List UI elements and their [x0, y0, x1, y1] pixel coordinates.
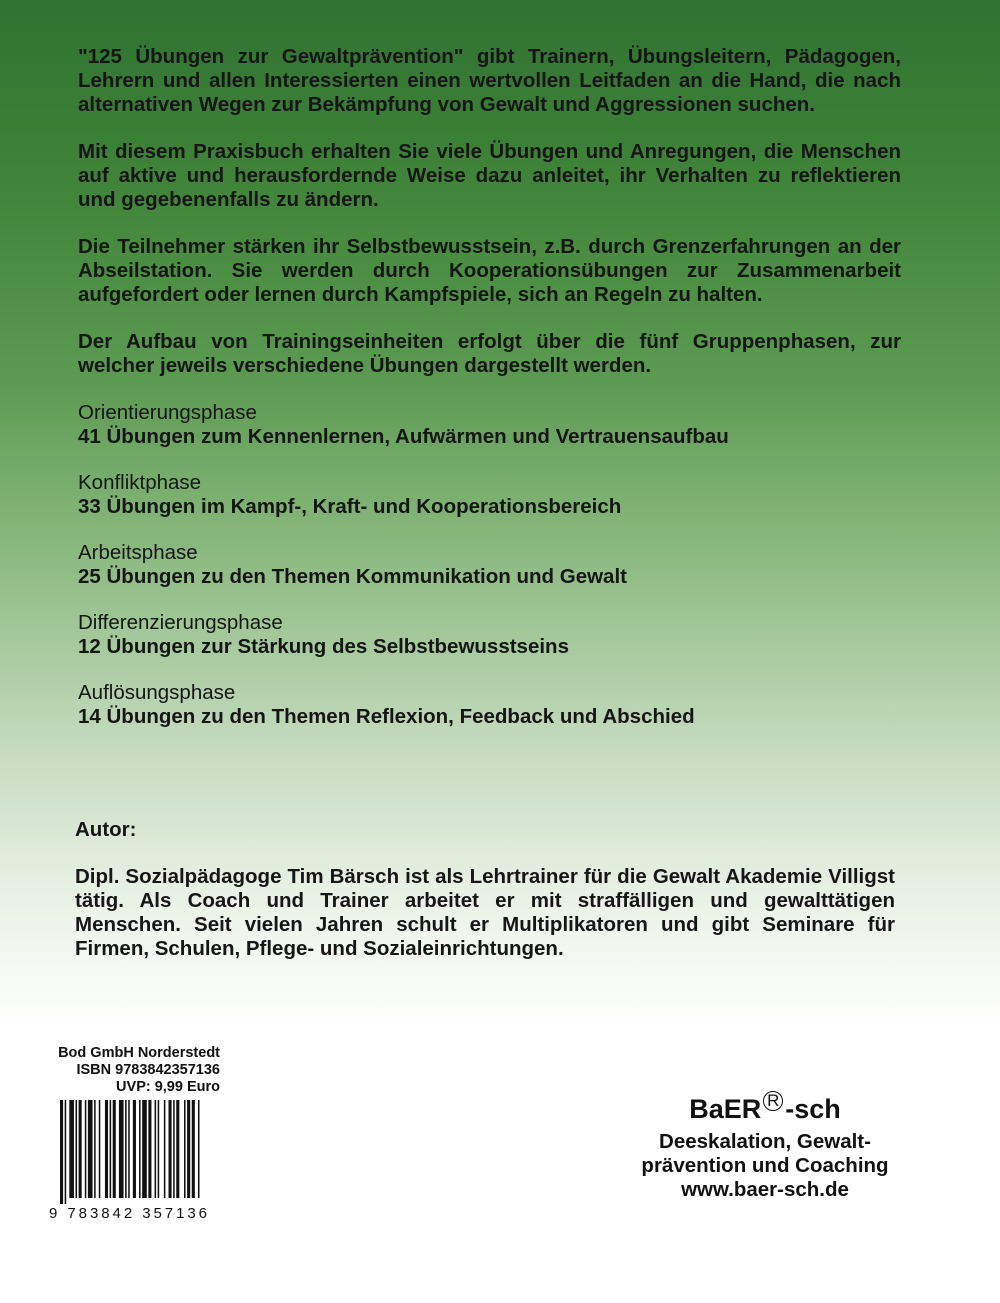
brand-name: [600, 1088, 930, 1130]
barcode-bar: [164, 1100, 166, 1198]
barcode-bar: [142, 1100, 147, 1198]
barcode-bar: [148, 1100, 151, 1198]
barcode-bars: [60, 1100, 200, 1204]
barcode-bar: [85, 1100, 87, 1198]
barcode-bar: [128, 1100, 130, 1198]
intro-paragraph-3: Die Teilnehmer stärken ihr Selbstbewusstsein, z.B. durch Grenzerfahrungen an der Abseilstation. Sie werden durch Kooperationsübungen zur Zusammenarbeit aufgefordert oder lernen durch Kampfspiele, sich an Regeln zu halten.: [78, 235, 901, 306]
barcode-bar: [169, 1100, 172, 1198]
brand-url[interactable]: www.baer-sch.de: [681, 1178, 849, 1201]
phase-item: [78, 541, 901, 589]
phase-description: 33 Übungen im Kampf-, Kraft- und Kooperationsbereich: [78, 495, 622, 518]
barcode-bar: [158, 1100, 160, 1198]
barcode-bar: [76, 1100, 78, 1198]
barcode-bar: [187, 1100, 190, 1198]
barcode-bar: [184, 1100, 186, 1198]
brand-block: [600, 1088, 930, 1202]
phase-description: 25 Übungen zu den Themen Kommunikation und Gewalt: [78, 565, 627, 588]
barcode-bar: [105, 1100, 108, 1198]
barcode-bar: [139, 1100, 141, 1198]
intro-paragraph-2: Mit diesem Praxisbuch erhalten Sie viele Übungen und Anregungen, die Menschen auf aktive und herausfordernde Weise dazu anleitet, ihr Verhalten zu reflektieren und gegebenenfalls zu ändern.: [78, 140, 901, 211]
barcode-bar: [198, 1100, 200, 1198]
barcode-bar: [79, 1100, 82, 1198]
phase-item: [78, 681, 901, 729]
barcode-bar: [65, 1100, 67, 1204]
barcode-bar: [88, 1100, 93, 1198]
phase-description: 12 Übungen zur Stärkung des Selbstbewusstseins: [78, 635, 569, 658]
isbn-label: ISBN 9783842357136: [76, 1062, 220, 1078]
barcode-bar: [176, 1100, 179, 1198]
barcode-bar: [113, 1100, 116, 1198]
phase-name: Konfliktphase: [78, 471, 202, 494]
barcode-bar: [192, 1100, 195, 1198]
phase-name: Differenzierungsphase: [78, 611, 283, 634]
isbn-barcode: [48, 1098, 208, 1222]
phase-description: 14 Übungen zu den Themen Reflexion, Feedback und Abschied: [78, 705, 695, 728]
barcode-bar: [60, 1100, 63, 1204]
registered-trademark-icon: R: [763, 1091, 783, 1111]
barcode-bar: [155, 1100, 157, 1198]
imprint-block: [48, 1045, 220, 1096]
barcode-digits: 9 783842 357136: [49, 1205, 207, 1222]
barcode-bar: [69, 1100, 74, 1198]
price-label: UVP: 9,99 Euro: [116, 1079, 220, 1095]
phase-name: Orientierungsphase: [78, 401, 257, 424]
phase-item: [78, 471, 901, 519]
brand-tagline-2: prävention und Coaching: [641, 1154, 889, 1177]
barcode-bar: [110, 1100, 112, 1198]
barcode-bar: [119, 1100, 124, 1198]
intro-paragraph-4: Der Aufbau von Trainingseinheiten erfolgt über die fünf Gruppenphasen, zur welcher jeweils verschiedene Übungen dargestellt werden.: [78, 330, 901, 377]
barcode-bar: [173, 1100, 175, 1198]
publisher-label: Bod GmbH Norderstedt: [58, 1045, 220, 1061]
brand-name-left: BaER: [689, 1094, 762, 1124]
author-bio: Dipl. Sozialpädagoge Tim Bärsch ist als Lehrtrainer für die Gewalt Akademie Villigst tätig. Als Coach und Trainer arbeitet er mit straffälligen und gewalttätigen Menschen. Seit vielen Jahren schult er Multiplikatoren und gibt Seminare für Firmen, Schulen, Pflege- und Sozialeinrichtungen.: [75, 865, 895, 960]
barcode-bar: [99, 1100, 101, 1198]
author-heading: Autor:: [75, 818, 137, 841]
brand-name-right: -sch: [785, 1094, 841, 1124]
barcode-bar: [125, 1100, 127, 1198]
brand-tagline-1: Deeskalation, Gewalt-: [659, 1130, 871, 1153]
author-section: [75, 818, 895, 984]
phase-name: Auflösungsphase: [78, 681, 236, 704]
blurb-section: [78, 45, 901, 751]
phase-description: 41 Übungen zum Kennenlernen, Aufwärmen und Vertrauensaufbau: [78, 425, 729, 448]
intro-paragraph-1: "125 Übungen zur Gewaltprävention" gibt Trainern, Übungsleitern, Pädagogen, Lehrern und allen Interessierten einen wertvollen Leitfaden an die Hand, die nach alternativen Wegen zur Bekämpfung von Gewalt und Aggressionen suchen.: [78, 45, 901, 116]
phase-item: [78, 611, 901, 659]
phase-name: Arbeitsphase: [78, 541, 198, 564]
barcode-bar: [133, 1100, 136, 1198]
phase-item: [78, 401, 901, 449]
barcode-bar: [94, 1100, 96, 1198]
